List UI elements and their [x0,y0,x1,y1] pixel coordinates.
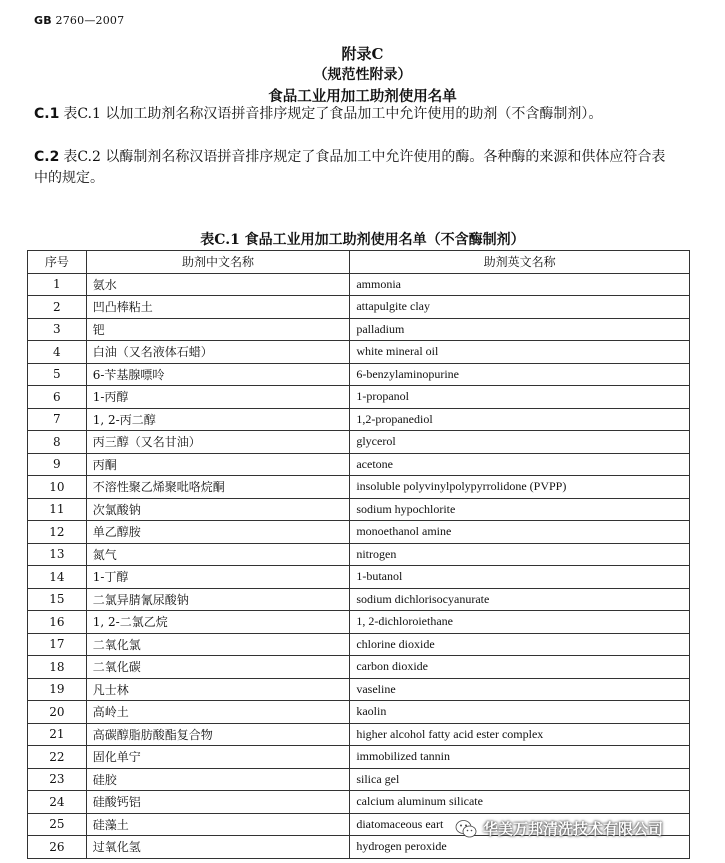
appendix-note: （规范性附录） [313,67,412,83]
cell-english-name: white mineral oil [350,341,690,364]
header-english-name: 助剂英文名称 [350,251,690,274]
cell-serial-no: 22 [28,746,87,769]
cell-chinese-name: 1-丙醇 [86,386,350,409]
cell-english-name: vaseline [350,678,690,701]
cell-english-name: palladium [350,318,690,341]
cell-english-name: acetone [350,453,690,476]
cell-serial-no: 5 [28,363,87,386]
cell-chinese-name: 凹凸棒粘土 [86,296,350,319]
cell-english-name: carbon dioxide [350,656,690,679]
cell-chinese-name: 氮气 [86,543,350,566]
table-row [28,363,690,386]
cell-chinese-name: 硅胶 [86,768,350,791]
table-caption: 表C.1 食品工业用加工助剂使用名单（不含酶制剂） [200,232,525,248]
cell-chinese-name: 丙三醇（又名甘油） [86,431,350,454]
header-chinese-name: 助剂中文名称 [86,251,350,274]
paragraph-c2 [34,147,674,189]
cell-serial-no: 12 [28,521,87,544]
table-row [28,656,690,679]
table-row [28,386,690,409]
table-row [28,318,690,341]
cell-english-name: monoethanol amine [350,521,690,544]
table-row [28,296,690,319]
paragraph-c1 [34,104,674,125]
cell-chinese-name: 1, 2-丙二醇 [86,408,350,431]
cell-english-name: sodium dichlorisocyanurate [350,588,690,611]
watermark-text: 华美万邦清洗技术有限公司 [483,820,664,838]
table-body [28,273,690,858]
cell-chinese-name: 1, 2-二氯乙烷 [86,611,350,634]
cell-chinese-name: 高岭土 [86,701,350,724]
cell-chinese-name: 过氧化氢 [86,836,350,859]
table-row [28,431,690,454]
table-row [28,566,690,589]
cell-serial-no: 4 [28,341,87,364]
paragraph-text: 表C.2 以酶制剂名称汉语拼音排序规定了食品加工中允许使用的酶。各种酶的来源和供体应符合表中的规定。 [34,149,666,186]
watermark [455,818,663,839]
cell-chinese-name: 硅藻土 [86,813,350,836]
cell-serial-no: 10 [28,476,87,499]
cell-english-name: silica gel [350,768,690,791]
section-number: C.1 [34,106,60,122]
cell-chinese-name: 不溶性聚乙烯聚吡咯烷酮 [86,476,350,499]
cell-serial-no: 15 [28,588,87,611]
cell-chinese-name: 二氯异腈氰尿酸钠 [86,588,350,611]
table-row [28,611,690,634]
cell-serial-no: 24 [28,791,87,814]
table-row [28,498,690,521]
cell-english-name: immobilized tannin [350,746,690,769]
cell-english-name: insoluble polyvinylpolypyrrolidone (PVPP) [350,476,690,499]
cell-chinese-name: 二氧化碳 [86,656,350,679]
cell-chinese-name: 硅酸钙铝 [86,791,350,814]
cell-chinese-name: 凡士林 [86,678,350,701]
cell-chinese-name: 6-苄基腺嘌呤 [86,363,350,386]
cell-serial-no: 20 [28,701,87,724]
cell-chinese-name: 丙酮 [86,453,350,476]
cell-serial-no: 6 [28,386,87,409]
cell-english-name: 1-propanol [350,386,690,409]
cell-english-name: nitrogen [350,543,690,566]
cell-english-name: sodium hypochlorite [350,498,690,521]
appendix-title: 附录C [341,45,384,63]
cell-serial-no: 23 [28,768,87,791]
cell-english-name: higher alcohol fatty acid ester complex [350,723,690,746]
cell-english-name: kaolin [350,701,690,724]
cell-english-name: attapulgite clay [350,296,690,319]
table-row [28,678,690,701]
cell-serial-no: 18 [28,656,87,679]
cell-chinese-name: 白油（又名液体石蜡） [86,341,350,364]
cell-serial-no: 25 [28,813,87,836]
cell-chinese-name: 高碳醇脂肪酸酯复合物 [86,723,350,746]
cell-english-name: 1,2-propanediol [350,408,690,431]
table-header-row [28,251,690,274]
cell-chinese-name: 二氧化氯 [86,633,350,656]
table-row [28,273,690,296]
table-row [28,723,690,746]
table-row [28,633,690,656]
cell-english-name: hydrogen peroxide [350,836,690,859]
cell-serial-no: 1 [28,273,87,296]
cell-chinese-name: 固化单宁 [86,746,350,769]
standard-code [34,14,124,27]
table-row [28,588,690,611]
table-row [28,341,690,364]
cell-serial-no: 7 [28,408,87,431]
table-row [28,746,690,769]
cell-serial-no: 9 [28,453,87,476]
section-number: C.2 [34,149,60,165]
cell-serial-no: 3 [28,318,87,341]
table-row [28,521,690,544]
cell-serial-no: 16 [28,611,87,634]
cell-chinese-name: 钯 [86,318,350,341]
cell-chinese-name: 1-丁醇 [86,566,350,589]
cell-serial-no: 26 [28,836,87,859]
cell-english-name: diatomaceous eart [350,813,690,836]
cell-english-name: chlorine dioxide [350,633,690,656]
table-row [28,543,690,566]
standard-number: 2760—2007 [55,14,125,27]
cell-serial-no: 13 [28,543,87,566]
cell-english-name: ammonia [350,273,690,296]
table-row [28,791,690,814]
paragraph-text: 表C.1 以加工助剂名称汉语拼音排序规定了食品加工中允许使用的助剂（不含酶制剂）。 [63,106,603,122]
cell-serial-no: 2 [28,296,87,319]
cell-english-name: 6-benzylaminopurine [350,363,690,386]
cell-serial-no: 21 [28,723,87,746]
cell-english-name: 1, 2-dichloroiethane [350,611,690,634]
cell-english-name: 1-butanol [350,566,690,589]
table-row [28,768,690,791]
table-row [28,701,690,724]
cell-english-name: glycerol [350,431,690,454]
table-row [28,408,690,431]
standard-prefix: GB [34,14,52,27]
cell-serial-no: 19 [28,678,87,701]
processing-aids-table [27,250,690,859]
cell-english-name: calcium aluminum silicate [350,791,690,814]
cell-serial-no: 17 [28,633,87,656]
cell-chinese-name: 次氯酸钠 [86,498,350,521]
table-row [28,453,690,476]
wechat-icon [455,819,477,839]
cell-chinese-name: 单乙醇胺 [86,521,350,544]
table-row [28,476,690,499]
cell-serial-no: 14 [28,566,87,589]
cell-serial-no: 11 [28,498,87,521]
appendix-name: 食品工业用加工助剂使用名单 [268,88,457,105]
header-serial-no: 序号 [28,251,87,274]
cell-chinese-name: 氨水 [86,273,350,296]
cell-serial-no: 8 [28,431,87,454]
